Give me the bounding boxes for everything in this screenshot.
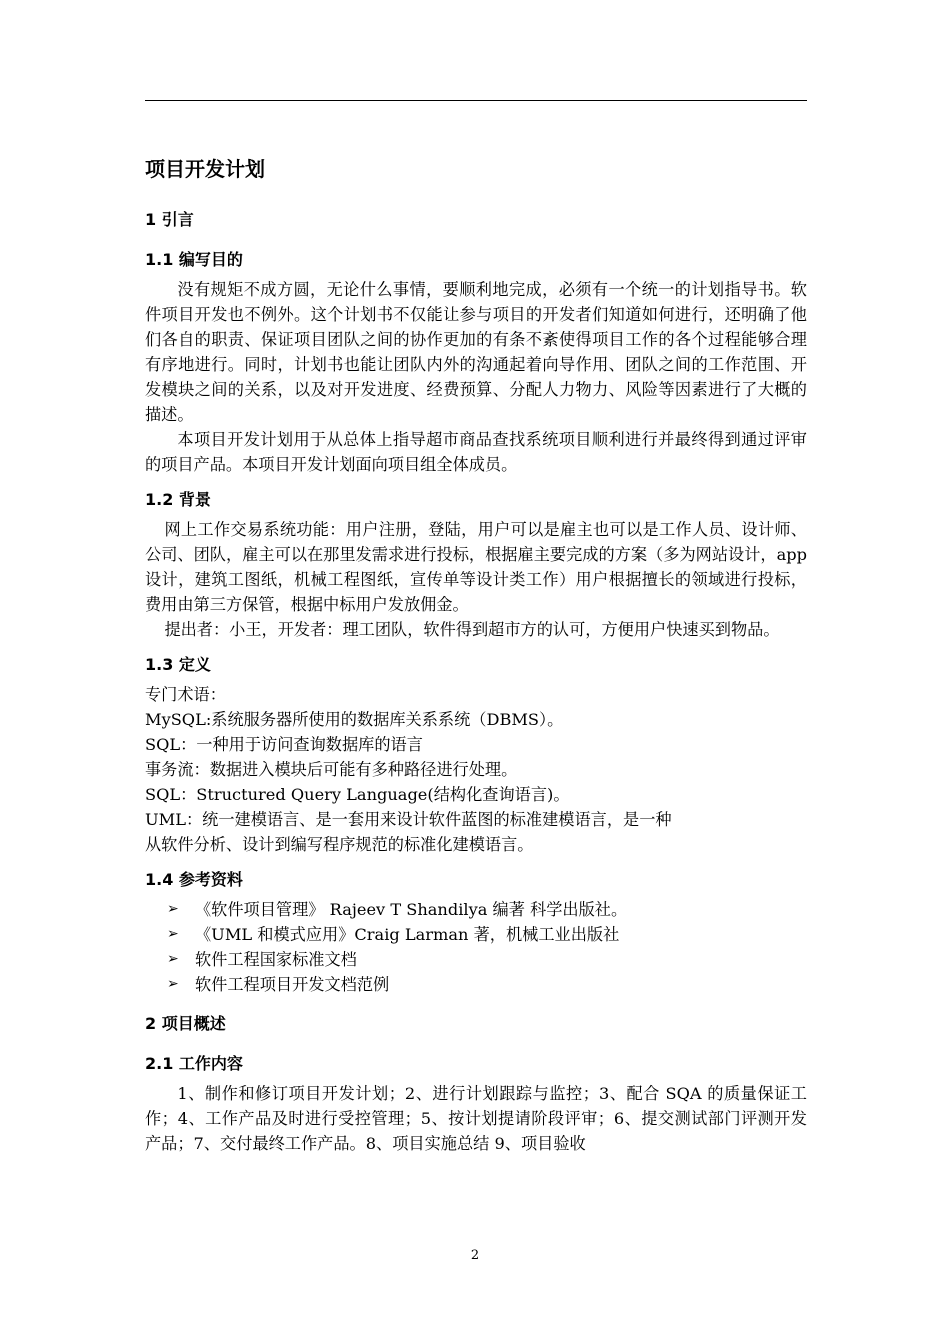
section-1-1 xyxy=(145,247,807,477)
paragraph: 本项目开发计划用于从总体上指导超市商品查找系统项目顺利进行并最终得到通过评审的项目产品。本项目开发计划面向项目组全体成员。 xyxy=(145,430,807,474)
paragraph: 提出者：小王，开发者：理工团队，软件得到超市方的认可，方便用户快速买到物品。 xyxy=(164,620,780,639)
arrow-bullet-icon: ➢ xyxy=(167,926,179,942)
arrow-bullet-icon: ➢ xyxy=(167,951,179,967)
reference-text: 软件工程国家标准文档 xyxy=(195,950,357,969)
paragraph: 网上工作交易系统功能：用户注册，登陆，用户可以是雇主也可以是工作人员、设计师、公司、团队，雇主可以在那里发需求进行投标，根据雇主要完成的方案（多为网站设计，app 设计，建筑工图纸，机械工程图纸，宣传单等设计类工作）用户根据擅长的领域进行投标，费用由第三方保管，根据中标用户发放佣金。 xyxy=(145,520,807,614)
definition-line: SQL：一种用于访问查询数据库的语言 xyxy=(145,735,423,754)
paragraph: 没有规矩不成方圆，无论什么事情，要顺利地完成，必须有一个统一的计划指导书。软件项目开发也不例外。这个计划书不仅能让参与项目的开发者们知道如何进行，还明确了他们各自的职责、保证项目团队之间的协作更加的有条不紊使得项目工作的各个过程能够合理有序地进行。同时，计划书也能让团队内外的沟通起着向导作用、团队之间的工作范围、开发模块之间的关系，以及对开发进度、经费预算、分配人力物力、风险等因素进行了大概的描述。 xyxy=(145,280,807,424)
section-heading-2: 2 项目概述 xyxy=(145,1014,226,1033)
definition-line: 事务流：数据进入模块后可能有多种路径进行处理。 xyxy=(145,760,518,779)
paragraph: 1、制作和修订项目开发计划；2、进行计划跟踪与监控；3、配合 SQA 的质量保证工作；4、工作产品及时进行受控管理；5、按计划提请阶段评审；6、提交测试部门评测开发产品；7、交付最终工作产品。8、项目实施总结 9、项目验收 xyxy=(145,1084,807,1153)
page-number: 2 xyxy=(470,1248,480,1263)
list-item xyxy=(167,972,807,997)
document-body xyxy=(145,155,807,1166)
definition-line: 从软件分析、设计到编写程序规范的标准化建模语言。 xyxy=(145,835,534,854)
section-1-3 xyxy=(145,652,807,857)
definition-line: SQL：Structured Query Language(结构化查询语言)。 xyxy=(145,785,570,804)
arrow-bullet-icon: ➢ xyxy=(167,976,179,992)
list-item xyxy=(167,947,807,972)
header-rule xyxy=(145,100,807,101)
section-heading-1-2: 1.2 背景 xyxy=(145,490,211,509)
section-2-1 xyxy=(145,1051,807,1156)
definition-line: MySQL:系统服务器所使用的数据库关系系统（DBMS）。 xyxy=(145,710,564,729)
section-heading-2-1: 2.1 工作内容 xyxy=(145,1054,243,1073)
list-item xyxy=(167,922,807,947)
section-heading-1-3: 1.3 定义 xyxy=(145,655,211,674)
section-1-2 xyxy=(145,487,807,642)
definition-line: 专门术语： xyxy=(145,685,226,704)
section-heading-1-4: 1.4 参考资料 xyxy=(145,870,243,889)
reference-text: 《软件项目管理》 Rajeev T Shandilya 编著 科学出版社。 xyxy=(195,900,628,919)
section-heading-1: 1 引言 xyxy=(145,210,194,229)
section-1-4 xyxy=(145,867,807,997)
list-item xyxy=(167,897,807,922)
definition-line: UML：统一建模语言、是一套用来设计软件蓝图的标准建模语言，是一种 xyxy=(145,810,672,829)
reference-text: 《UML 和模式应用》Craig Larman 著，机械工业出版社 xyxy=(195,925,620,944)
reference-list xyxy=(145,897,807,997)
section-heading-1-1: 1.1 编写目的 xyxy=(145,250,243,269)
arrow-bullet-icon: ➢ xyxy=(167,901,179,917)
document-title: 项目开发计划 xyxy=(145,157,265,181)
reference-text: 软件工程项目开发文档范例 xyxy=(195,975,390,994)
